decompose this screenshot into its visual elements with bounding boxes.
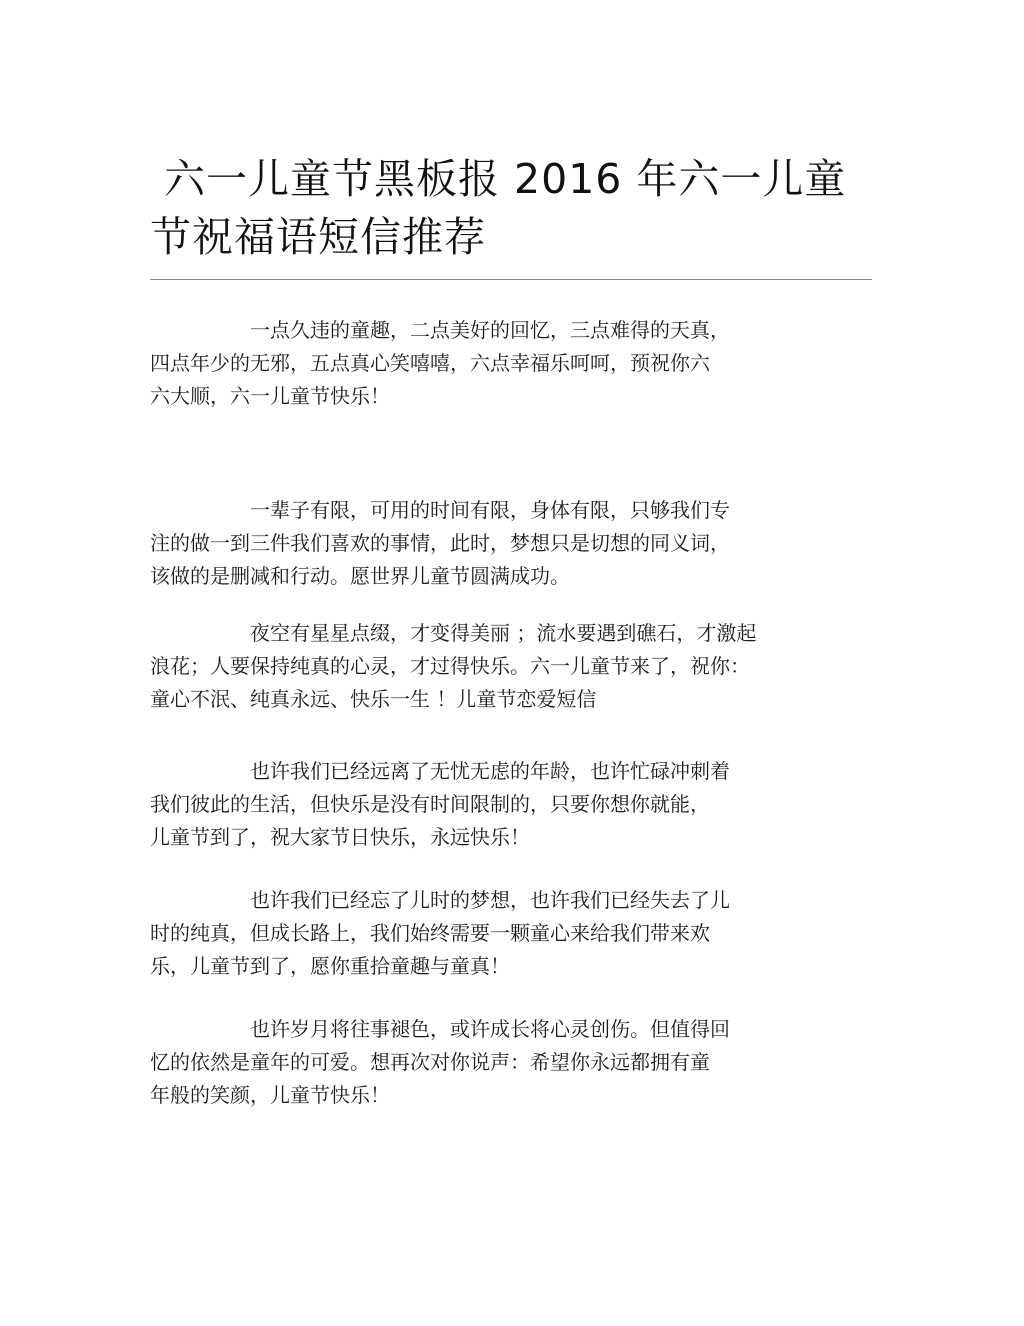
paragraph-line: 一点久违的童趣，二点美好的回忆，三点难得的天真， xyxy=(250,318,730,342)
paragraph xyxy=(150,494,840,593)
paragraph-line: 夜空有星星点缀，才变得美丽 ；流水要遇到礁石，才激起 xyxy=(250,621,757,645)
paragraph-line: 浪花；人要保持纯真的心灵，才过得快乐。六一儿童节来了，祝你： xyxy=(150,654,750,678)
paragraph-line: 儿童节到了，祝大家节日快乐，永远快乐！ xyxy=(150,825,530,849)
paragraph-line: 四点年少的无邪，五点真心笑嘻嘻，六点幸福乐呵呵，预祝你六 xyxy=(150,351,710,375)
document-title xyxy=(150,150,870,266)
paragraph-line: 我们彼此的生活，但快乐是没有时间限制的，只要你想你就能， xyxy=(150,792,710,816)
paragraph-line: 也许我们已经忘了儿时的梦想，也许我们已经失去了儿 xyxy=(250,888,730,912)
paragraph xyxy=(150,1013,840,1112)
paragraph-line: 六大顺，六一儿童节快乐！ xyxy=(150,384,390,408)
paragraph-line: 年般的笑颜，儿童节快乐！ xyxy=(150,1083,390,1107)
paragraph xyxy=(150,755,840,854)
paragraph-line: 一辈子有限，可用的时间有限，身体有限，只够我们专 xyxy=(250,498,730,522)
paragraph-line: 注的做一到三件我们喜欢的事情，此时，梦想只是切想的同义词， xyxy=(150,531,730,555)
paragraph-line: 也许我们已经远离了无忧无虑的年龄，也许忙碌冲刺着 xyxy=(250,759,730,783)
paragraph-line: 童心不泯、纯真永远、快乐一生 ！儿童节恋爱短信 xyxy=(150,687,597,711)
title-divider xyxy=(150,279,872,280)
paragraph xyxy=(150,617,840,716)
paragraph-line: 也许岁月将往事褪色，或许成长将心灵创伤。但值得回 xyxy=(250,1017,730,1041)
title-line: 六一儿童节黑板报 2016 年六一儿童 xyxy=(164,155,847,203)
paragraph-line: 忆的依然是童年的可爱。想再次对你说声：希望你永远都拥有童 xyxy=(150,1050,710,1074)
paragraph-line: 该做的是删减和行动。愿世界儿童节圆满成功。 xyxy=(150,564,570,588)
paragraph xyxy=(150,884,840,983)
paragraph xyxy=(150,314,840,413)
title-line: 节祝福语短信推荐 xyxy=(150,213,486,261)
paragraph-line: 时的纯真，但成长路上，我们始终需要一颗童心来给我们带来欢 xyxy=(150,921,710,945)
paragraph-line: 乐，儿童节到了，愿你重拾童趣与童真！ xyxy=(150,954,510,978)
